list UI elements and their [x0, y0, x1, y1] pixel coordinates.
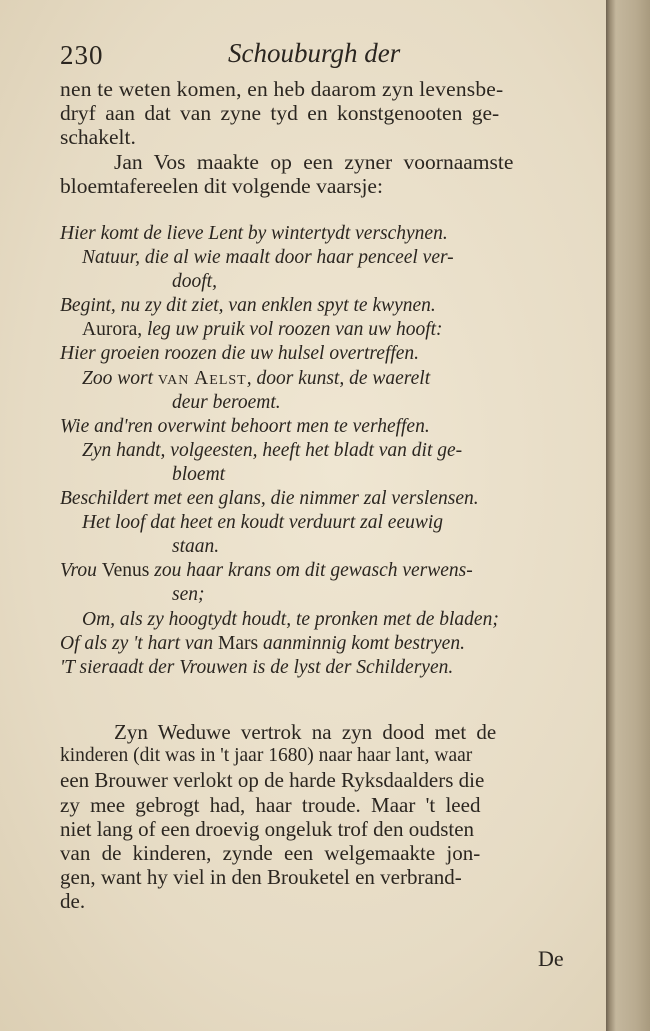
poem-line: Om, als zy hoogtydt houdt, te pronken met de bladen; [82, 608, 499, 630]
text-line: Jan Vos maakte op een zyner voornaamste [114, 150, 514, 174]
paragraph-widow [60, 720, 572, 914]
poem-word: Zoo wort [82, 367, 153, 389]
paragraph-intro [60, 77, 572, 149]
poem-name: van Aelst [157, 367, 247, 389]
text-line: bloemtafereelen dit volgende vaarsje: [60, 174, 383, 198]
text-line: niet lang of een droevig ongeluk trof den oudsten [60, 816, 475, 841]
poem-line: Wie and'ren overwint behoort men te verheffen. [60, 415, 430, 437]
poem-word: Mars [218, 632, 259, 654]
text-line: Zyn Weduwe vertrok na zyn dood met de [114, 720, 497, 744]
poem-line: Begint, nu zy dit ziet, van enklen spyt te kwynen. [60, 295, 436, 317]
paragraph-jan-vos [60, 150, 572, 198]
text-line: gen, want hy viel in den Brouketel en verbrand- [60, 865, 462, 890]
text-line: nen te weten komen, en heb daarom zyn levensbe- [60, 77, 504, 101]
text-line: van de kinderen, zynde een welgemaakte jon- [60, 840, 481, 865]
poem-word: Venus [101, 560, 150, 582]
poem-word: aanminnig komt bestryen. [262, 632, 465, 654]
poem-word: Vrou [60, 560, 97, 582]
text-line: de. [60, 889, 86, 914]
poem-line: Hier komt de lieve Lent by wintertydt verschynen. [60, 223, 448, 244]
text-line: schakelt. [60, 125, 136, 149]
poem-line: Natuur, die al wie maalt door haar penceel ver- [82, 247, 454, 269]
catchword: De [538, 946, 564, 971]
poem-line: Zyn handt, volgeesten, heeft het bladt van dit ge- [82, 439, 463, 461]
poem-line [60, 367, 580, 391]
poem-line: dooft, [172, 271, 217, 293]
poem [60, 222, 580, 680]
text-line: dryf aan dat van zyne tyd en konstgenooten ge- [60, 101, 500, 125]
text-line: zy mee gebrogt had, haar troude. Maar 't leed [60, 792, 481, 817]
page-header [60, 38, 590, 78]
poem-line: bloemt [172, 463, 226, 485]
poem-line [60, 632, 580, 656]
book-binding-edge [606, 0, 650, 1031]
poem-line: Beschildert met een glans, die nimmer zal verslensen. [60, 488, 479, 510]
text-line: kinderen (dit was in 't jaar 1680) naar haar lant, waar [60, 745, 473, 767]
poem-line: staan. [172, 536, 220, 558]
poem-line [60, 559, 580, 583]
running-title: Schouburgh der [228, 38, 401, 68]
page-number: 230 [60, 40, 104, 70]
poem-line [60, 318, 580, 342]
poem-line: sen; [172, 584, 205, 606]
poem-word: Aurora, [82, 319, 143, 341]
poem-line: Hier groeien roozen die uw hulsel overtreffen. [60, 343, 420, 365]
poem-line: deur beroemt. [172, 391, 281, 413]
poem-word: zou haar krans om dit gewasch verwens- [154, 560, 473, 582]
poem-line: Het loof dat heet en koudt verduurt zal eeuwig [82, 512, 444, 534]
poem-line: 'T sieraadt der Vrouwen is de lyst der Schilderyen. [60, 656, 454, 678]
poem-word: , door kunst, de waerelt [246, 367, 431, 389]
poem-word: leg uw pruik vol roozen van uw hooft: [146, 319, 443, 341]
poem-word: Of als zy 't hart van [60, 632, 214, 654]
text-line: een Brouwer verlokt op de harde Ryksdaalders die [60, 768, 485, 793]
